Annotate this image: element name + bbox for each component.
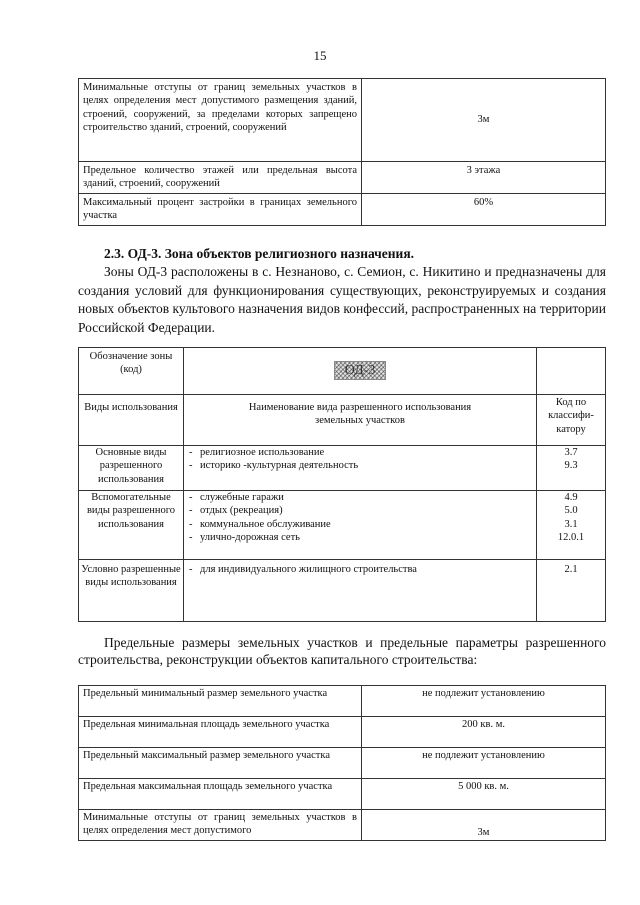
limit-label: Предельный максимальный размер земельного участка <box>79 748 362 779</box>
classifier-code: 4.9 <box>564 492 578 503</box>
table-row <box>79 717 606 748</box>
limit-value: 3м <box>362 810 606 841</box>
use-items <box>184 560 537 622</box>
classifier-code: 12.0.1 <box>557 531 585 543</box>
list-item: - религиозное использование <box>186 446 536 459</box>
header-classifier-code: Код по классифи-катору <box>537 395 606 446</box>
list-item: - отдых (рекреация) <box>186 504 536 517</box>
page-number: 15 <box>313 48 327 63</box>
zone-code-badge: ОД-3 <box>334 361 387 380</box>
top-parameters-table <box>78 78 606 226</box>
limits-table <box>78 685 606 841</box>
table-row <box>79 446 606 491</box>
use-codes <box>537 446 606 491</box>
list-item: - коммунальное обслуживание <box>186 518 536 531</box>
classifier-code: 3.7 <box>564 447 578 458</box>
param-label: Предельное количество этажей или предельная высота зданий, строений, сооружений <box>79 162 362 194</box>
section-paragraph <box>78 263 606 337</box>
zone-table <box>78 347 606 622</box>
limit-label: Предельная максимальная площадь земельного участка <box>79 779 362 810</box>
param-label: Максимальный процент застройки в границах земельного участка <box>79 194 362 226</box>
limit-label: Предельный минимальный размер земельного участка <box>79 686 362 717</box>
use-type: Условно разрешенные виды использования <box>79 560 184 622</box>
use-type: Вспомогательные виды разрешенного использования <box>79 491 184 560</box>
param-value: 60% <box>362 194 606 226</box>
use-codes <box>537 491 606 560</box>
header-use-types: Виды использования <box>79 395 184 446</box>
table-row <box>79 686 606 717</box>
list-item: - для индивидуального жилищного строительства <box>186 563 536 576</box>
limits-intro <box>78 635 606 668</box>
table-row <box>79 560 606 622</box>
table-row <box>79 491 606 560</box>
classifier-code: 9.3 <box>564 460 578 472</box>
empty-cell <box>537 348 606 395</box>
table-row <box>79 748 606 779</box>
zone-label: Обозначение зоны (код) <box>79 348 184 395</box>
header-row <box>79 395 606 446</box>
table-row <box>79 79 606 162</box>
paragraph-text: Зоны ОД-3 расположены в с. Незнаново, с. Семион, с. Никитино и предназначены для создания условий для функционирования существующих, реконструируемых и создания новых объектов культового назначения видов конфессий, распространенных на территории Российской Федерации. <box>78 264 606 335</box>
use-items <box>184 446 537 491</box>
zone-code-row <box>79 348 606 395</box>
param-value: 3м <box>362 79 606 162</box>
limits-intro-text: Предельные размеры земельных участков и предельные параметры разрешенного строительства, реконструкции объектов капитального строительства: <box>78 635 606 667</box>
param-label: Минимальные отступы от границ земельных участков в целях определения мест допустимого размещения зданий, строений, сооружений, за пределами которых запрещено строительство зданий, строений, сооружений <box>79 79 362 162</box>
limit-label: Предельная минимальная площадь земельного участка <box>79 717 362 748</box>
classifier-code: 5.0 <box>564 505 578 517</box>
classifier-code: 2.1 <box>564 564 578 575</box>
table-row <box>79 162 606 194</box>
header-use-name: Наименование вида разрешенного использования земельных участков <box>184 395 537 446</box>
classifier-code: 3.1 <box>564 518 578 530</box>
limit-value: не подлежит установлению <box>362 686 606 717</box>
limit-value: не подлежит установлению <box>362 748 606 779</box>
list-item: - служебные гаражи <box>186 491 536 504</box>
list-item: - историко -культурная деятельность <box>186 459 536 472</box>
zone-code-cell <box>184 348 537 395</box>
use-codes <box>537 560 606 622</box>
use-type: Основные виды разрешенного использования <box>79 446 184 491</box>
section-title: 2.3. ОД-3. Зона объектов религиозного назначения. <box>104 246 415 261</box>
limit-label: Минимальные отступы от границ земельных участков в целях определения мест допустимого <box>79 810 362 841</box>
table-row <box>79 779 606 810</box>
limit-value: 5 000 кв. м. <box>362 779 606 810</box>
list-item: - улично-дорожная сеть <box>186 531 536 544</box>
use-items <box>184 491 537 560</box>
limit-value: 200 кв. м. <box>362 717 606 748</box>
table-row <box>79 194 606 226</box>
param-value: 3 этажа <box>362 162 606 194</box>
table-row <box>79 810 606 841</box>
